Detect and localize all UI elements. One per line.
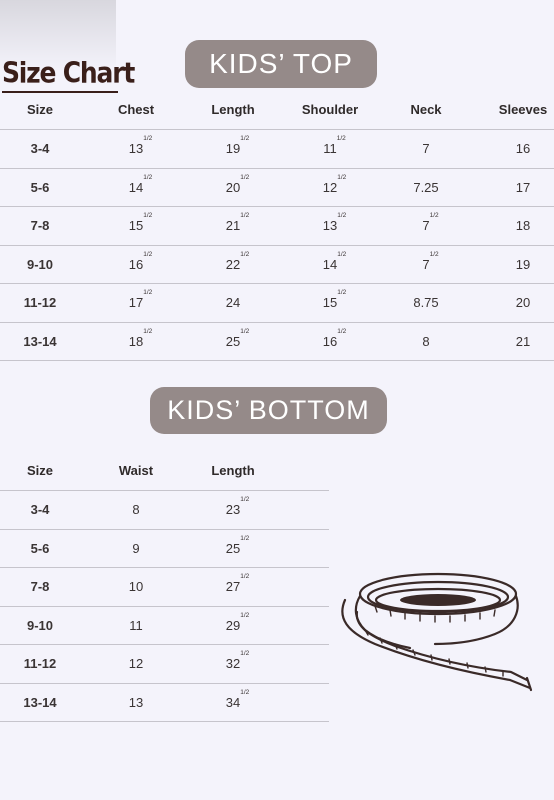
half-fraction: 1/2 — [240, 327, 250, 335]
measurement-cell — [290, 130, 370, 168]
measurement-cell — [193, 130, 273, 168]
half-fraction: 1/2 — [240, 573, 250, 581]
cell-value: 13-14 — [23, 694, 57, 710]
cell-value: 24 — [225, 295, 241, 311]
measurement-cell — [96, 530, 176, 568]
measurement-cell — [193, 323, 273, 361]
measurement-cell — [96, 246, 176, 284]
half-fraction: 1/2 — [240, 534, 250, 542]
column-header-length: Length — [211, 463, 255, 478]
half-fraction: 1/2 — [337, 327, 347, 335]
column-header-size: Size — [26, 463, 53, 478]
cell-value: 21 — [515, 333, 531, 349]
cell-value: 12 — [128, 656, 144, 672]
half-fraction: 1/2 — [240, 135, 250, 143]
table-row — [0, 207, 554, 246]
measurement-cell — [193, 246, 273, 284]
size-cell — [0, 246, 80, 284]
cell-value: 20 — [515, 295, 531, 311]
measurement-cell — [96, 207, 176, 245]
size-cell — [0, 169, 80, 207]
cell-value: 5-6 — [30, 179, 50, 195]
column-header-shoulder: Shoulder — [301, 102, 359, 117]
cell-value: 20 1/2 — [225, 173, 250, 195]
cell-value: 7-8 — [30, 579, 50, 595]
cell-value: 25 1/2 — [225, 327, 250, 349]
cell-value: 8.75 — [413, 295, 439, 311]
measurement-cell — [483, 323, 554, 361]
cell-value: 16 1/2 — [322, 327, 347, 349]
cell-value: 5-6 — [30, 540, 50, 556]
half-fraction: 1/2 — [240, 212, 250, 220]
cell-value: 11-12 — [23, 656, 57, 672]
cell-value: 11 — [129, 617, 143, 633]
measurement-cell — [96, 284, 176, 322]
cell-value: 16 1/2 — [128, 250, 153, 272]
measurement-cell — [290, 169, 370, 207]
cell-value: 9 — [132, 540, 140, 556]
measurement-cell — [290, 323, 370, 361]
measurement-cell — [483, 284, 554, 322]
cell-value: 15 1/2 — [128, 212, 153, 234]
half-fraction: 1/2 — [240, 611, 250, 619]
half-fraction: 1/2 — [143, 289, 153, 297]
cell-value: 16 — [515, 141, 531, 157]
cell-value: 27 1/2 — [225, 573, 250, 595]
cell-value: 23 1/2 — [225, 496, 250, 518]
table-row — [0, 684, 329, 723]
measurement-cell — [193, 607, 273, 645]
cell-value: 25 1/2 — [225, 534, 250, 556]
column-header-size: Size — [26, 102, 53, 117]
size-cell — [0, 491, 80, 529]
cell-value: 13-14 — [23, 333, 57, 349]
cell-value: 11-12 — [23, 295, 57, 311]
measurement-cell — [96, 568, 176, 606]
cell-value: 7 — [422, 141, 430, 157]
cell-value: 8 — [422, 333, 430, 349]
half-fraction: 1/2 — [429, 250, 439, 258]
measurement-cell — [386, 130, 466, 168]
table-row — [0, 645, 329, 684]
half-fraction: 1/2 — [143, 327, 153, 335]
measurement-cell — [483, 169, 554, 207]
size-cell — [0, 645, 80, 683]
half-fraction: 1/2 — [143, 212, 153, 220]
table-row — [0, 491, 329, 530]
measurement-cell — [483, 207, 554, 245]
measurement-cell — [290, 207, 370, 245]
cell-value: 21 1/2 — [225, 212, 250, 234]
cell-value: 9-10 — [26, 617, 54, 633]
measurement-cell — [483, 130, 554, 168]
measurement-cell — [193, 568, 273, 606]
size-cell — [0, 130, 80, 168]
cell-value: 11 1/2 — [323, 135, 346, 157]
table-row — [0, 607, 329, 646]
size-cell — [0, 607, 80, 645]
cell-value: 13 1/2 — [128, 135, 153, 157]
cell-value: 10 — [128, 579, 144, 595]
section-title-kids-top: KIDS’ TOP — [185, 40, 377, 88]
table-row — [0, 169, 554, 208]
cell-value: 14 1/2 — [128, 173, 153, 195]
cell-value: 7 1/2 — [422, 250, 439, 272]
kids-bottom-table — [0, 451, 329, 722]
measurement-cell — [96, 169, 176, 207]
column-header-neck: Neck — [410, 102, 442, 117]
measurement-cell — [193, 645, 273, 683]
measurement-cell — [483, 246, 554, 284]
table-row — [0, 568, 329, 607]
column-header-sleeves: Sleeves — [498, 102, 548, 117]
table-row — [0, 284, 554, 323]
cell-value: 15 1/2 — [322, 289, 347, 311]
table-row — [0, 130, 554, 169]
half-fraction: 1/2 — [240, 173, 250, 181]
half-fraction: 1/2 — [240, 650, 250, 658]
cell-value: 13 — [128, 694, 144, 710]
measurement-cell — [290, 246, 370, 284]
half-fraction: 1/2 — [337, 289, 347, 297]
table-row — [0, 530, 329, 569]
measurement-cell — [193, 284, 273, 322]
cell-value: 18 — [515, 218, 531, 234]
measurement-cell — [96, 607, 176, 645]
table-header-row — [0, 451, 329, 491]
cell-value: 32 1/2 — [225, 650, 250, 672]
measurement-cell — [193, 207, 273, 245]
size-cell — [0, 530, 80, 568]
cell-value: 7-8 — [30, 218, 50, 234]
cell-value: 9-10 — [26, 256, 54, 272]
cell-value: 3-4 — [30, 141, 50, 157]
half-fraction: 1/2 — [143, 135, 153, 143]
size-cell — [0, 284, 80, 322]
cell-value: 18 1/2 — [128, 327, 153, 349]
measurement-cell — [193, 684, 273, 722]
measurement-cell — [193, 491, 273, 529]
half-fraction: 1/2 — [240, 250, 250, 258]
cell-value: 22 1/2 — [225, 250, 250, 272]
cell-value: 8 — [132, 502, 140, 518]
column-header-chest: Chest — [117, 102, 155, 117]
cell-value: 13 1/2 — [322, 212, 347, 234]
half-fraction: 1/2 — [337, 250, 347, 258]
table-header-row — [0, 90, 554, 130]
cell-value: 19 1/2 — [225, 135, 250, 157]
measurement-cell — [386, 323, 466, 361]
cell-value: 7 1/2 — [422, 212, 439, 234]
measurement-cell — [193, 169, 273, 207]
measurement-cell — [386, 169, 466, 207]
measurement-cell — [96, 684, 176, 722]
column-header-waist: Waist — [118, 463, 154, 478]
kids-top-table — [0, 90, 554, 361]
half-fraction: 1/2 — [336, 135, 346, 143]
cell-value: 7.25 — [413, 179, 439, 195]
half-fraction: 1/2 — [337, 212, 347, 220]
size-cell — [0, 207, 80, 245]
measurement-cell — [96, 491, 176, 529]
cell-value: 34 1/2 — [225, 688, 250, 710]
section-title-kids-bottom: KIDS’ BOTTOM — [150, 387, 387, 434]
measurement-cell — [386, 284, 466, 322]
measuring-tape-icon — [335, 560, 535, 700]
table-row — [0, 246, 554, 285]
half-fraction: 1/2 — [143, 250, 153, 258]
brand-title: Size Chart — [2, 56, 135, 90]
cell-value: 12 1/2 — [322, 173, 347, 195]
measurement-cell — [96, 645, 176, 683]
half-fraction: 1/2 — [337, 173, 347, 181]
cell-value: 17 1/2 — [128, 289, 153, 311]
size-cell — [0, 684, 80, 722]
cell-value: 19 — [515, 256, 531, 272]
measurement-cell — [386, 246, 466, 284]
measurement-cell — [386, 207, 466, 245]
half-fraction: 1/2 — [240, 496, 250, 504]
measurement-cell — [193, 530, 273, 568]
cell-value: 14 1/2 — [322, 250, 347, 272]
cell-value: 3-4 — [30, 502, 50, 518]
cell-value: 17 — [515, 179, 531, 195]
cell-value: 29 1/2 — [225, 611, 250, 633]
table-row — [0, 323, 554, 362]
measurement-cell — [96, 323, 176, 361]
half-fraction: 1/2 — [240, 688, 250, 696]
size-cell — [0, 323, 80, 361]
measurement-cell — [96, 130, 176, 168]
column-header-length: Length — [211, 102, 255, 117]
half-fraction: 1/2 — [429, 212, 439, 220]
measurement-cell — [290, 284, 370, 322]
half-fraction: 1/2 — [143, 173, 153, 181]
size-cell — [0, 568, 80, 606]
